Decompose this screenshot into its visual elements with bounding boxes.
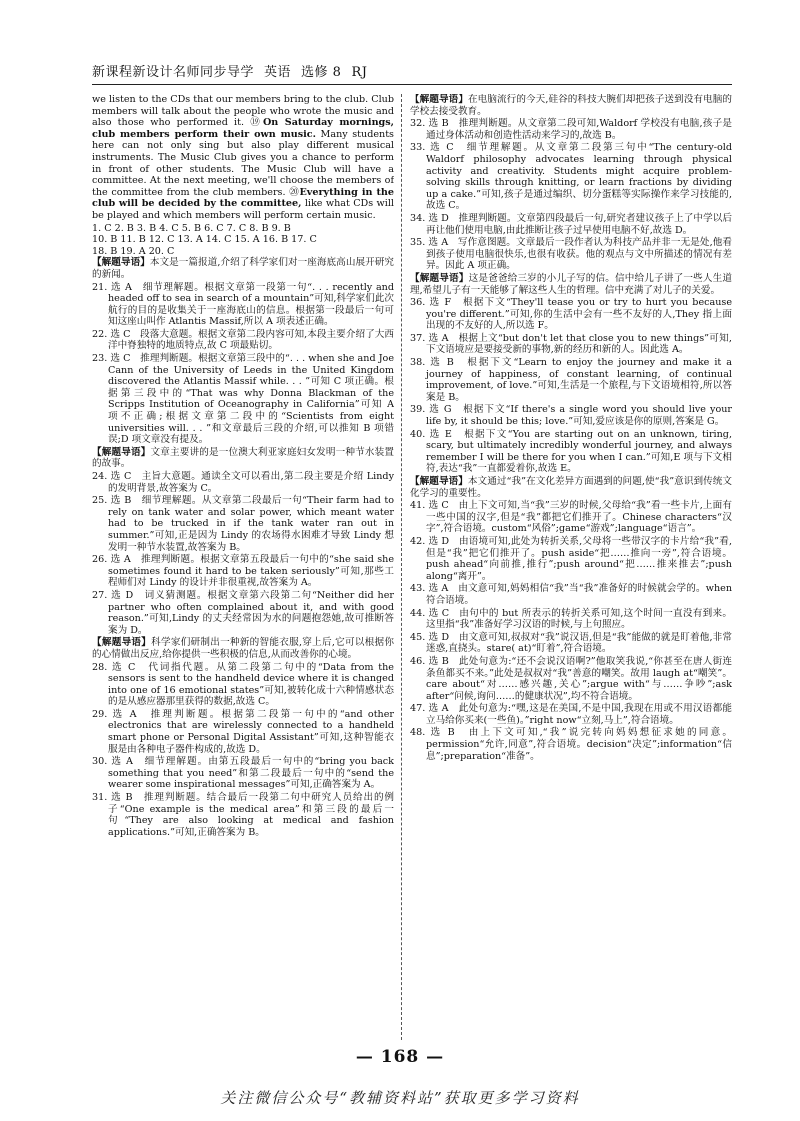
- header-subject: 英语: [264, 65, 292, 80]
- guide-paragraph: [92, 257, 394, 280]
- header-volume: 选修 8: [301, 65, 342, 80]
- answer-explanation: 43. 选 A 由文意可知,妈妈相信“我”当“我”准备好的时候就会学的。when 符合语境。: [410, 583, 732, 606]
- guide-text: 本文通过“我”在文化差异方面遇到的问题,使“我”意识到传统文化学习的重要性。: [410, 476, 732, 499]
- answer-explanation: 45. 选 D 由文意可知,叔叔对“我”说汉语,但是“我”能做的就是盯着他,非常迷惑,直挠头。stare( at)“盯着”,符合语境。: [410, 631, 732, 655]
- answer-explanation: 42. 选 D 由语境可知,此处为转折关系,父母将一些带汉字的卡片给“我”看,但是“我”把它们推开了。push aside“把……推向一旁”,符合语境。push ahead“向前推,推行”;push around“把……推来推去”;push along“离开”。: [410, 535, 732, 582]
- answer-explanation: 37. 选 A 根据上文“but don't let that close you to new things”可知,下文语境应是要接受新的事物,新的经历和新的人。因此选 A。: [410, 332, 732, 356]
- answer-explanation: 41. 选 C 由上下文可知,当“我”三岁的时候,父母给“我”看一些卡片,上面有一些中国的汉字,但是“我”都把它们推开了。Chinese characters“汉字”,符合语境。custom“风俗”;game“游戏”;language“语言”。: [410, 500, 732, 535]
- answer-explanation: 35. 选 A 写作意图题。文章最后一段作者认为科技产品并非一无是处,他看到孩子使用电脑很快乐,也很有收获。他的观点与文中所描述的情况有差异。因此 A 项正确。: [410, 237, 732, 272]
- guide-title: 【解题导语】: [92, 257, 150, 269]
- column-divider: [401, 94, 402, 1040]
- guide-text: 本文是一篇报道,介绍了科学家们对一座海底高山展开研究的新闻。: [92, 257, 394, 280]
- guide-title: 【解题导语】: [410, 94, 468, 105]
- answer-sentence: Everything in the club will be decided by the committee,: [92, 186, 394, 210]
- answer-explanation: 27. 选 D 词义猜测题。根据文章第六段第二句“Neither did her partner who often complained about it, and with good reason.”可知,Lindy 的丈夫经常因为水的问题抱怨她,故可推断答案为 D。: [92, 589, 394, 636]
- answer-explanation: 23. 选 C 推理判断题。根据文章第三段中的“. . . when she and Joe Cann of the University of Leeds in the United Kingdom discovered the Atlantis Massif while. . . ”可知 C 项正确。根据第三段中的“That was why Donna Blackman of the Scripps Institution of Oceanography in California”可知 A 项不正确;根据文章第二段中的“Scientists from eight universities will. . . ”和文章最后三段的介绍,可以推知 B 项错误;D 项文章没有提及。: [92, 353, 394, 446]
- guide-paragraph: [410, 94, 732, 117]
- guide-title: 【解题导语】: [92, 446, 151, 458]
- guide-paragraph: [410, 273, 732, 296]
- answer-sentence: On Saturday mornings, club members perform their own music.: [92, 117, 394, 140]
- passage-excerpt: we listen to the CDs that our members bring to the club. Club members will talk about the people who wrote the music and also those who performed it. ⑲On Saturday mornings, club members perform their own music. Many students here can not only sing but also play different musical instruments. The Music Club gives you a chance to perform in front of other students. The Music Club will have a committee. At the next meeting, we'll choose the members of the committee from the club members. ⑳Everything in the club will be decided by the committee, like what CDs will be played and which members will perform certain music.: [92, 94, 394, 221]
- answer-explanation: 47. 选 A 此处句意为:“嘿,这是在美国,不是中国,我现在用或不用汉语都能立马给你买来(一些鱼)。”right now“立刻,马上”,符合语境。: [410, 703, 732, 726]
- page-number: — 168 —: [355, 1047, 445, 1067]
- answer-explanation: 36. 选 F 根据下文“They'll tease you or try to hurt you because you're different.”可知,你的生活中会有一些不友好的人,They 指上面出现的不友好的人,所以选 F。: [410, 297, 732, 332]
- answer-explanation: 33. 选 C 细节理解题。从文章第二段第三句中“The century-old Waldorf philosophy advocates learning through physical activity and creativity. Students might acquire problem-solving skills through knitting, or learn fractions by dividing up a cake.”可知,孩子是通过编织、切分蛋糕等实际操作来学习技能的,故选 C。: [410, 142, 732, 212]
- left-explanations: [92, 257, 394, 838]
- answer-key: [92, 223, 394, 258]
- answer-explanation: 28. 选 C 代词指代题。从第二段第二句中的“Data from the sensors is sent to the handheld device where it is changed into one of 16 emotional states”可知,被转化成十六种情感状态的是从感应器那里获得的数据,故选 C。: [92, 661, 394, 708]
- answer-key-row: 10. B 11. B 12. C 13. A 14. C 15. A 16. B 17. C: [92, 234, 317, 246]
- answer-explanation: 39. 选 G 根据下文“If there's a single word you should live your life by, it should be this; love.”可知,爱应该是你的原则,答案是 G。: [410, 404, 732, 428]
- guide-text: 文章主要讲的是一位澳大利亚家庭妇女发明一种节水装置的故事。: [92, 446, 394, 470]
- running-header: [92, 58, 732, 80]
- answer-explanation: 44. 选 C 由句中的 but 所表示的转折关系可知,这个时间一直没有到来。这里指“我”准备好学习汉语的时候,与上句照应。: [410, 607, 732, 631]
- header-rule: [92, 84, 732, 85]
- right-column: [410, 94, 732, 1040]
- answer-explanation: 29. 选 A 推理判断题。根据第二段第一句中的“and other electronics that are wirelessly connected to a handheld smart phone or Personal Digital Assistant”可知,这种智能衣服是由各种电子器件构成的,故选 D。: [92, 708, 394, 755]
- answer-explanation: 46. 选 B 此处句意为:“还不会说汉语啊?”他取笑我说,“你甚至在唐人街连条鱼都买不来。”此处是叔叔对“我”善意的嘲笑。故用 laugh at“嘲笑”。care about“对……感兴趣,关心”;argue with“与……争吵”;ask after“问候,询问……的健康状况”,均不符合语境。: [410, 655, 732, 702]
- guide-title: 【解题导语】: [410, 272, 469, 284]
- answer-explanation: 34. 选 D 推理判断题。文章第四段最后一句,研究者建议孩子上了中学以后再让他们使用电脑,由此推断让孩子过早使用电脑不好,故选 D。: [410, 212, 732, 236]
- answer-explanation: 22. 选 C 段落大意题。根据文章第二段内容可知,本段主要介绍了大西洋中脊独特的地质特点,故 C 项最贴切。: [92, 328, 394, 352]
- guide-text: 在电脑流行的今天,硅谷的科技大腕们却把孩子送到没有电脑的学校去接受教育。: [410, 94, 732, 117]
- answer-key-row: 18. B 19. A 20. C: [92, 245, 175, 257]
- guide-paragraph: [92, 447, 394, 470]
- guide-title: 【解题导语】: [410, 476, 468, 487]
- answer-explanation: 25. 选 B 细节理解题。从文章第二段最后一句“Their farm had to rely on tank water and solar power, which meant water had to be trucked in if the tank water ran out in summer.”可知,正是因为 Lindy 的农场得水困难才导致 Lindy 想发明一种节水装置,故答案为 B。: [92, 495, 394, 553]
- footer-note: 关注微信公众号“教辅资料站”获取更多学习资料: [220, 1089, 580, 1107]
- answer-explanation: 38. 选 B 根据下文“Learn to enjoy the journey and make it a journey of happiness, of constant learning, of continual improvement, of love.”可知,生活是一个旅程,与下文语境相符,所以答案是 B。: [410, 357, 732, 403]
- answer-explanation: 32. 选 B 推理判断题。从文章第二段可知,Waldorf 学校没有电脑,孩子是通过身体活动和创造性活动来学习的,故选 B。: [410, 118, 732, 141]
- left-column: [92, 94, 394, 1040]
- guide-paragraph: [92, 637, 394, 660]
- sentence-marker-19: ⑲: [250, 117, 263, 129]
- answer-key-row: 1. C 2. B 3. B 4. C 5. B 6. C 7. C 8. B 9. B: [92, 222, 291, 234]
- answer-explanation: 48. 选 B 由上下文可知,“我”说完转向妈妈想征求她的同意。permission“允许,同意”,符合语境。decision“决定”;information“信息”;preparation“准备”。: [410, 727, 732, 762]
- header-edition: RJ: [351, 65, 368, 80]
- answer-explanation: 30. 选 A 细节理解题。由第五段最后一句中的“bring you back something that you need”和第二段最后一句中的“send the wearer some inspirational messages”可知,正确答案为 A。: [92, 756, 394, 791]
- answer-explanation: 21. 选 A 细节理解题。根据文章第一段第一句“. . . recently and headed off to sea in search of a mountain”可知,科学家们此次航行的目的是收集关于一座海底山的信息。根据第一段最后一句可知这座山叫作 Atlantis Massif,所以 A 项表述正确。: [92, 281, 394, 328]
- right-explanations: [410, 94, 732, 762]
- header-series: 新课程新设计名师同步导学: [92, 65, 255, 80]
- answer-explanation: 26. 选 A 推理判断题。根据文章第五段最后一句中的“she said she sometimes found it hard to be taken seriously”可知,那些工程师们对 Lindy 的设计并非很重视,故答案为 A。: [92, 554, 394, 589]
- answer-explanation: 40. 选 E 根据下文“You are starting out on an unknown, tiring, scary, but ultimately incredibly wonderful journey, and always remember I will be there for you when I can.”可知,E 项与下文相符,表达“我”一直都爱着你,故选 E。: [410, 428, 732, 475]
- answer-explanation: 31. 选 B 推理判断题。结合最后一段第二句中研究人员给出的例子“One example is the medical area”和第三段的最后一句“They are also looking at medical and fashion applications.”可知,正确答案为 B。: [92, 792, 394, 838]
- answer-explanation: 24. 选 C 主旨大意题。通读全文可以看出,第二段主要是介绍 Lindy 的发明背景,故答案为 C。: [92, 471, 394, 494]
- guide-text: 这是爸爸给三岁的小儿子写的信。信中给儿子讲了一些人生道理,希望儿子有一天能够了解这些人生的哲理。信中充满了对儿子的关爱。: [410, 272, 732, 296]
- sentence-marker-20: ⑳: [289, 186, 300, 198]
- guide-text: 科学家们研制出一种新的智能衣服,穿上后,它可以根据你的心情做出反应,给你提供一些积极的信息,从而改善你的心境。: [92, 637, 394, 660]
- guide-paragraph: [410, 476, 732, 499]
- guide-title: 【解题导语】: [92, 637, 152, 649]
